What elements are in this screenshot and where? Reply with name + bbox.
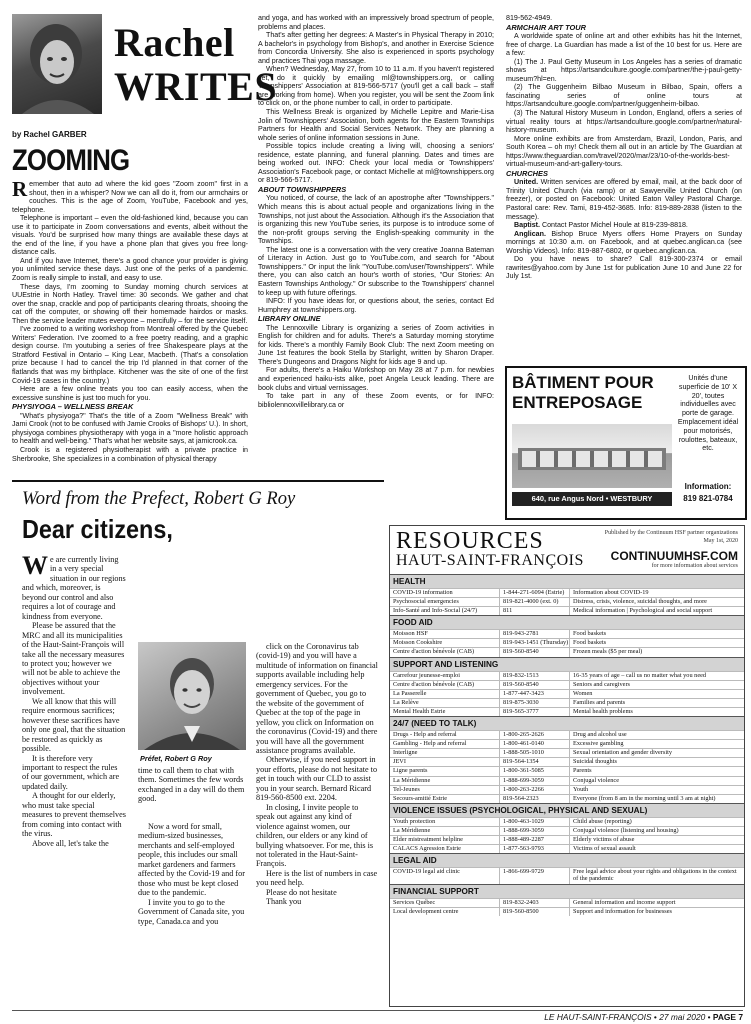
prefect-col3 [256,642,378,1012]
resources-row [390,597,744,606]
resources-row [390,817,744,826]
resource-name: Centre d'action bénévole (CAB) [390,681,500,689]
resource-description: General information and income support [573,899,676,907]
resource-phone[interactable]: 1-844-271-6094 (Estrie) [500,589,570,597]
resource-phone[interactable]: 1-877-563-9793 [500,845,570,853]
resource-description: Food baskets [573,639,607,647]
resource-phone[interactable]: 811 [500,607,570,615]
paragraph: Thank you [266,897,302,907]
resources-published: Published by the Continuum HSF partner organizations [604,530,738,536]
column-text-col1 [12,180,248,476]
resource-phone[interactable]: 819-564-2323 [500,795,570,803]
paragraph: (1) The J. Paul Getty Museum in Los Angeles has a series of dramatic shows at https://artsandculture.google.com/partner/the-j-paul-getty-museum?hl=en. [506,57,742,83]
resources-row [390,629,744,638]
paragraph-text: Contact Pastor Michel Houle at 819-239-8818. [540,221,688,230]
resources-table [390,574,744,916]
paragraph: A thought for our elderly, who must take special measures to prevent themselves from coming into contact with the virus. [22,791,126,839]
resources-row [390,707,744,716]
resource-description: Free legal advice about your rights and obligations in the context of the pandemic [573,868,737,883]
resources-section-header: SUPPORT AND LISTENING [390,657,744,671]
resource-phone[interactable]: 819-875-3030 [500,699,570,707]
prefect-col2 [138,822,246,992]
drop-cap: R [12,180,28,201]
storage-ad [505,366,747,520]
resources-site-sub: for more information about services [651,563,738,569]
paragraph-lead: Baptist. [514,221,541,230]
paragraph: Otherwise, if you need support in your efforts, please do not hesitate to get in touch with our CLD to assist you in your search. Bernard Ricard 819-560-8500 ext. 2204. [256,755,378,803]
resource-description: Support and information for businesses [573,908,672,916]
resources-row [390,638,744,647]
resource-phone[interactable]: 819-560-8540 [500,681,570,689]
resources-row [390,794,744,803]
paragraph: Please be assured that the MRC and all its municipalities of the Haut-Saint-François will take all the necessary measures to protect you; however we will not be able to achieve the objectives without your involvement. [22,621,125,697]
resource-name: Tel-Jeunes [390,786,500,794]
paragraph: I've zoomed to a writing workshop from Montreal offered by the Quebec Writers' Federation. I've zoomed to a free poetry reading, and a graphic design course. I'm youtubing a series of free Shakespeare plays at the Stratford Festival in Ontario – King Lear, Macbeth. (That's a consolation prize because I had to cancel the trip I'd planned in that corner of the flatlands that was my birthplace. Kitchener was the site of one of the first Covid-19 cases in the country.) [12,325,248,385]
paragraph [506,221,742,230]
resource-name: Gambling - Help and referral [390,740,500,748]
resources-site: CONTINUUMHSF.COM [610,549,738,563]
resource-description: Excessive gambling [573,740,624,748]
resource-description: Information about COVID-19 [573,589,649,596]
resource-name: COVID-19 legal aid clinic [390,868,500,884]
resource-phone[interactable]: 1-800-463-1029 [500,818,570,826]
resources-row [390,907,744,916]
resources-section-header: FINANCIAL SUPPORT [390,884,744,898]
resource-description: Child abuse (reporting) [573,817,632,825]
resource-description: 16-35 years of age – call us no matter what you need [573,671,707,679]
resource-name: Local development centre [390,908,500,916]
ad-info-label: Information: [684,482,732,491]
footer-sep-icon: • [707,1012,713,1022]
resource-name: Youth protection [390,818,500,826]
resource-description: Drug and alcohol use [573,731,627,739]
resource-phone[interactable]: 819-832-1513 [500,672,570,680]
paragraph: That's after getting her degrees: A Master's in Physical Therapy in 2010; A bachelor's in psychology from Bishop's, and another in Exercise Science from Concordia University. She also is experienced in sports psychology and practices Thai yoga massage. [258,31,494,65]
paragraph: To take part in any of these Zoom events, or for INFO: bibliolennoxvillelibrary.ca or [258,392,494,409]
paragraph: I invite you to go to the Government of Canada site, you type, Canada.ca and you [138,897,245,926]
paragraph: It is therefore very important to respect the rules of our government, which are updated daily. [22,753,120,791]
subhead: ABOUT TOWNSHIPPERS [258,184,347,194]
resource-name: Secours-amitié Estrie [390,795,500,803]
prefect-headline: Dear citizens, [22,514,173,544]
resource-name: Mental Health Estrie [390,708,500,716]
ad-building-photo [512,424,672,488]
paragraph: We all know that this will require enormous sacrifices; however these sacrifices have only one goal, that the situation be restored as quickly as possible. [22,696,126,754]
paragraph: Telephone is important – even the old-fashioned kind, because you can use it to participate in Zoom conversations and events, albeit without the visuals. You'd be surprised how many things are available these days at the end of the line, if you have a phone plan that gives you free long-distance calls. [12,214,248,257]
byline: by Rachel GARBER [12,130,87,139]
footer-date: 27 mai 2020 [659,1012,706,1022]
resources-section-header: HEALTH [390,574,744,588]
resource-description: Medical information | Psychological and social support [573,607,713,615]
resources-date: May 1st, 2020 [703,538,738,544]
resource-description: Sexual orientation and gender diversity [573,749,672,757]
resource-phone[interactable]: 1-888-505-1010 [500,749,570,757]
prefect-col1 [22,551,126,995]
portrait-icon [12,14,102,114]
ad-phone: 819 821-0784 [683,494,733,503]
column-text-col3 [506,14,742,362]
resource-phone[interactable]: 1-888-699-3059 [500,827,570,835]
resource-name: La Passerelle [390,690,500,698]
resource-phone[interactable]: 819-821-4000 (ext. 0) [500,598,570,606]
paragraph: Possible topics include creating a living will, choosing a seniors' residence, estate planning, and funeral planning. Dates and times are being worked out. INFO: Check your local media or Townshippers' Association's Facebook page, or contact Michelle at ml@townshippers.org or 819-566-5717. [258,142,494,185]
resource-name: Centre d'action bénévole (CAB) [390,648,500,656]
subhead: LIBRARY ONLINE [258,314,321,324]
resource-name: Psychosocial emergencies [390,598,500,606]
subhead: ARMCHAIR ART TOUR [506,22,586,32]
resources-section-header: 24/7 (NEED TO TALK) [390,716,744,730]
paragraph: "What's physiyoga?" That's the title of a Zoom "Wellness Break" with Jami Crook (not to be confused with Jamie Crooks of Bishops' U.). In short, physiyoga combines physiotherapy with yoga in a "more holistic approach to health and well-being." That's what her website says, at jamicrook.ca. [12,411,248,446]
columnist-photo [12,14,102,114]
resource-phone[interactable]: 1-800-361-5085 [500,767,570,775]
resource-description: Conjugal violence [573,776,619,784]
resource-name: La Méridienne [390,777,500,785]
paragraph: This Wellness Break is organized by Michelle Lepitre and Marie-Lisa Jolin of Townshippers' Association, both agents for the Eastern Townships Partners for Health and Social Services Network. They are planning a whole series of online information sessions in June. [258,108,494,142]
resource-description: Conjugal violence (listening and housing) [573,826,679,834]
resources-row [390,766,744,775]
resource-description: Seniors and caregivers [573,680,631,688]
column-name-line1: Rachel [114,20,235,65]
resource-phone[interactable]: 1-877-447-3423 [500,690,570,698]
column-text-col2 [258,14,494,476]
paragraph: INFO: If you have ideas for, or questions about, the series, contact Ed Humphrey at townshippers.org. [258,297,494,314]
paragraph: Please do not hesitate [266,887,337,897]
resources-row [390,606,744,615]
paragraph: More online exhibits are from Amsterdam, Brazil, London, Paris, and South Korea – oh my! Check them all out in an article by The Guardian at https://www.theguardian.com/travel/2020/mar/23/10-of-the-worlds-best-virtual-museum-and-art-gallery-tours. [506,134,742,169]
paragraph-lead: United. [514,178,539,187]
resource-name: COVID-19 information [390,589,500,597]
paragraph [506,230,742,256]
resource-phone[interactable]: 1-888-489-2287 [500,836,570,844]
resource-name: La Méridienne [390,827,500,835]
resource-description: Mental health problems [573,707,633,715]
column-name-line2: WRITES [114,64,278,109]
resources-row [390,698,744,707]
resources-row [390,671,744,680]
resource-name: Moisson Cookshire [390,639,500,647]
paragraph: Now a word for small, medium-sized businesses, merchants and self-employed people, this includes our small market gardeners and farmers affected by the Covid-19 and for those who must be kept closed due to the pandemic. [138,822,245,898]
resources-row [390,748,744,757]
prefect-caption: Préfet, Robert G Roy [140,754,212,763]
resource-phone[interactable]: 819-943-1451 (Thursday) [500,639,570,647]
resource-description: Suicidal thoughts [573,758,617,766]
resources-row [390,689,744,698]
paragraph-text: Written services are offered by email, mail, at the back door of Trinity United Church (via ramp) or at Sawyerville United Church (on freezer), or posted on Facebook: United Eaton Valley Pastoral Charge. Pastoral care: Rev. Tami, 819-452-3685. Info: 819-889-2838 (listen to the message). [506,178,742,221]
resources-row [390,680,744,689]
ad-description: Unités d'une superficie de 10' X 20', toutes individuelles avec porte de garage. Emplacement idéal pour motorisés, roulottes, bateaux, etc. [677,374,739,453]
resources-section-header: LEGAL AID [390,853,744,867]
footer-sep-icon: • [653,1012,660,1022]
paragraph: The Lennoxville Library is organizing a series of Zoom activities in English for children and for adults. There's a Saturday morning storytime for kids. There's a monthly Family Book Club: The next Zoom meeting on June 1st features the book Stella by Starlight, written by Sharon Draper. There's Dungeons and Dragons Night for kids age 9 and up. [258,323,494,366]
resources-row [390,826,744,835]
resource-phone[interactable]: 819-565-3777 [500,708,570,716]
portrait-icon [138,642,246,750]
paragraph: In closing, I invite people to speak out against any kind of violence against women, our children, our elders or any kind of bullying whatsoever. For me, this is not tolerated in the Haut-Saint-François. [256,802,374,869]
paragraph: We are currently living in a very special situation in our regions and which, moreover, is beyond our control and also requires a lot of courage and kindness from everyone. [22,551,126,621]
resource-phone[interactable]: 819-832-2403 [500,899,570,907]
ad-title-line2: ENTREPOSAGE [512,393,643,412]
resources-row [390,647,744,656]
paragraph [506,178,742,221]
resource-description: Food baskets [573,630,607,638]
paragraph-text: Bishop Bruce Myers offers Home Prayers on Sunday mornings at 10:30 a.m. on Facebook, and at quebec.anglican.ca (see Worship Videos). Info: 819-887-6802, or quebec.anglican.ca. [506,229,742,255]
resource-description: Frozen meals ($5 per meal) [573,648,643,656]
footer-paper: LE HAUT-SAINT-FRANÇOIS [544,1012,652,1022]
paragraph-lead: Anglican. [514,229,546,238]
resource-phone[interactable]: 1-800-263-2266 [500,786,570,794]
resources-row [390,730,744,739]
resource-name: Ligne parents [390,767,500,775]
drop-cap: W [22,551,48,580]
resource-name: Elder mistreatment helpline [390,836,500,844]
subhead: PHYSIYOGA – WELLNESS BREAK [12,402,134,412]
paragraph: and yoga, and has worked with an impressively broad spectrum of people, problems and places. [258,14,494,31]
footer-page: PAGE 7 [712,1012,743,1022]
paragraph: 819-562-4949. [506,14,553,22]
resource-phone[interactable]: 1-800-265-2626 [500,731,570,739]
resources-section-header: FOOD AID [390,615,744,629]
footer [544,1012,743,1022]
resources-row [390,867,744,884]
resource-phone[interactable]: 819-560-8540 [500,648,570,656]
footer-rule [12,1010,743,1011]
resource-name: Interligne [390,749,500,757]
resources-box [389,525,745,1007]
resource-name: La Relève [390,699,500,707]
paragraph: Here is the list of numbers in case you need help. [256,868,378,888]
resource-description: Elderly victims of abuse [573,835,635,843]
resource-name: Services Québec [390,899,500,907]
resource-name: Moisson HSF [390,630,500,638]
resources-title-line1: RESOURCES [396,528,544,554]
paragraph: Crook is a registered physiotherapist with a private practice in Sherbrooke, She specializes in a combination of physical therapy [12,445,248,463]
paragraph: (3) The Natural History Museum in London, England, offers a series of virtual reality tours at https://artsandculture.google.com/partner/natural-history-museum. [506,109,742,135]
resource-name: CALACS Agression Estrie [390,845,500,853]
resource-name: Carrefour jeunesse-emploi [390,672,500,680]
resource-name: JEVI [390,758,500,766]
section-divider [12,480,384,482]
resource-phone[interactable]: 819-564-1354 [500,758,570,766]
resources-row [390,757,744,766]
resources-row [390,588,744,597]
paragraph: And if you have Internet, there's a good chance your provider is giving you unlimited service these days. Just one of the perks of a pandemic. Zoom is really simple to install, and easy to use. [12,256,248,283]
paragraph: Remember that auto ad where the kid goes "Zoom zoom" first in a shout, then in a whisper? Now we can all do it, from our armchairs or couches. This is the age of Zoom, YouTube, Facebook and yes, telephone. [12,180,248,214]
resources-row [390,835,744,844]
paragraph: Do you have news to share? Call 819-300-2374 or email rawrites@yahoo.com by June 1st for publication June 10 and June 22 for July 1st. [506,255,742,281]
resources-row [390,898,744,907]
resource-phone[interactable]: 1-800-461-0140 [500,740,570,748]
ad-address: 640, rue Angus Nord • WESTBURY [512,492,672,506]
resource-phone[interactable]: 1-888-699-3059 [500,777,570,785]
resource-description: Women [573,689,593,697]
paragraph: (2) The Guggenheim Bilbao Museum in Bilbao, Spain, offers a fascinating series of online tours at https://artsandculture.google.com/partner/guggenheim-bilbao. [506,83,742,109]
column-headline: ZOOMING [12,144,130,177]
resource-phone[interactable]: 819-560-8500 [500,908,570,916]
resource-description: Parents [573,767,592,775]
paragraph: For adults, there's a Haiku Workshop on May 28 at 7 p.m. for newbies and experienced haiku-ists alike, poet Angela Leuck leading. There are book clubs and virtual vernissages. [258,366,494,392]
paragraph: You noticed, of course, the lack of an apostrophe after "Townshippers." Which means this is about actual people and organizations living in the Townships, not just about the Association. Although it's the Association that is organizing this new YouTube series, its purpose is to introduce some of the non-profit groups serving the English-speaking community in the Townships. [258,194,494,246]
paragraph: click on the Coronavirus tab (covid-19) and you will have a multitude of information on financial supports available including help emergency services. For the government of Quebec, you go to the website of the government of Quebec at the top of the page in yellow, you click on Information on the coronavirus (Covid-19) and there you will have all the government assistance programs available. [256,642,378,755]
resources-section-header: VIOLENCE ISSUES (PSYCHOLOGICAL, PHYSICAL AND SEXUAL) [390,803,744,817]
resource-description: Youth [573,785,589,793]
prefect-col2-top: time to call them to chat with them. Sometimes the few words exchanged in a day will do them good. [138,766,245,804]
resources-title-line2: HAUT-SAINT-FRANÇOIS [396,552,584,569]
prefect-kicker: Word from the Prefect, Robert G Roy [22,489,296,509]
prefect-photo [138,642,246,750]
paragraph: Above all, let's take the [32,838,109,848]
resource-phone[interactable]: 1-866-699-9729 [500,868,570,884]
paragraph: The latest one is a conversation with the very creative Joanna Bateman of Literacy in Action. Just go to YouTube.com, and search for "About Townshippers." Or input the link "YouTube.com/user/Townshippers". While there, you can also catch an hour's worth of stories, "Our Stories: An Eastern Townships Anthology." Or subscribe to the Townshippers' channel to keep up with future offerings. [258,245,494,297]
resources-row [390,844,744,853]
subhead: CHURCHES [506,168,548,178]
resource-name: Drugs - Help and referral [390,731,500,739]
resource-description: Everyone (from 8 am in the morning until 3 am at night) [573,794,716,802]
resource-phone[interactable]: 819-943-2781 [500,630,570,638]
resource-description: Distress, crisis, violence, suicidal thoughts, and more [573,598,707,606]
paragraph: Here are a few online treats you too can easily access, when the excessive sunshine is just too much for you. [12,385,248,402]
resources-row [390,785,744,794]
paragraph: When? Wednesday, May 27, from 10 to 11 a.m. If you haven't registered yet, do it quickly by emailing ml@townshippers.org, or calling Townshippers' Association at 819-566-5717 (you'll get a call back – staff are working from home). When you register, you will be sent the Zoom link to click on, or the phone number to call, in order to participate. [258,65,494,108]
resource-description: Families and parents [573,698,626,706]
resources-row [390,739,744,748]
paragraph: A worldwide spate of online art and other exhibits has hit the Internet, free of charge. La Guardian has made a list of the 10 best for us. Here are a few: [506,32,742,58]
resource-description: Victims of sexual assault [573,845,636,853]
resources-row [390,776,744,785]
ad-title-line1: BÂTIMENT POUR [512,373,654,392]
resource-name: Info-Santé and Info-Social (24/7) [390,607,500,615]
paragraph: These days, I'm zooming to Sunday morning church services at UUEstrie in North Hatley. Travel time: 30 seconds. We gather and chat over the snap, crackle and pop of participants clearing throats, shooing the cat off the computer, or showing off their homemade hairdos or masks. Then the service leader mutes everyone – mercifully – for the service itself. [12,282,248,325]
